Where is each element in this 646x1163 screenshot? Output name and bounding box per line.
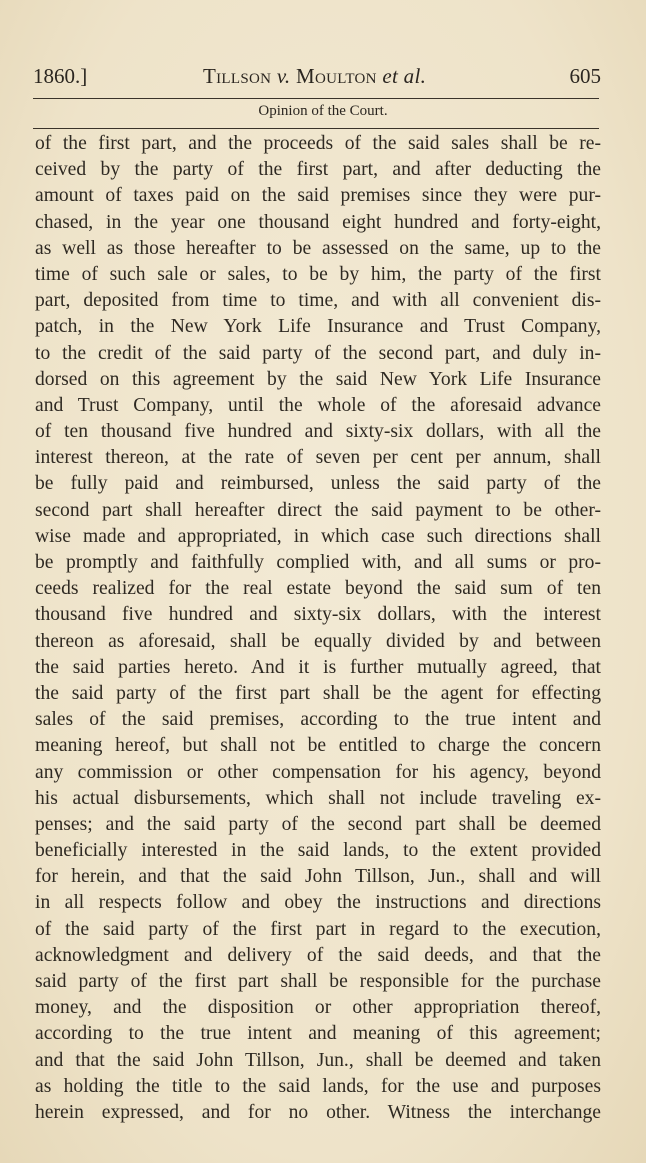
text-line: meaning hereof, but shall not be entitled to charge the concern bbox=[35, 735, 601, 757]
case-party-2: Moulton bbox=[296, 64, 377, 88]
text-line: his actual disbursements, which shall not include traveling ex- bbox=[35, 787, 601, 809]
text-line: in all respects follow and obey the instructions and directions bbox=[35, 892, 601, 914]
text-line: be promptly and faithfully complied with, and all sums or pro- bbox=[35, 552, 601, 573]
text-line: ceeds realized for the real estate beyond the said sum of ten bbox=[35, 578, 601, 600]
text-line: part, deposited from time to time, and with all convenient dis- bbox=[35, 290, 601, 312]
text-line: be fully paid and reimbursed, unless the said party of the bbox=[35, 473, 601, 495]
text-line: wise made and appropriated, in which case such directions shall bbox=[35, 525, 601, 547]
running-head bbox=[33, 64, 601, 94]
text-line: thereon as aforesaid, shall be equally divided by and between bbox=[35, 630, 601, 652]
text-line: for herein, and that the said John Tillson, Jun., shall and will bbox=[35, 866, 601, 888]
text-line: of ten thousand five hundred and sixty-six dollars, with all the bbox=[35, 421, 601, 443]
section-subheading: Opinion of the Court. bbox=[258, 103, 388, 119]
text-line: chased, in the year one thousand eight hundred and forty-eight, bbox=[35, 211, 601, 233]
text-line: second part shall hereafter direct the said payment to be other- bbox=[35, 499, 601, 521]
text-line: acknowledgment and delivery of the said deeds, and that the bbox=[35, 944, 601, 966]
case-et-al: et al. bbox=[382, 64, 427, 88]
running-head-case-title bbox=[203, 64, 426, 89]
text-line: time of such sale or sales, to be by him, the party of the first bbox=[35, 263, 601, 285]
case-party-1: Tillson bbox=[203, 64, 272, 88]
text-line: patch, in the New York Life Insurance and Trust Company, bbox=[35, 316, 601, 338]
text-line: to the credit of the said party of the second part, and duly in- bbox=[35, 342, 601, 364]
text-line: amount of taxes paid on the said premises since they were pur- bbox=[35, 185, 601, 207]
text-line: and Trust Company, until the whole of the aforesaid advance bbox=[35, 394, 601, 416]
text-line: herein expressed, and for no other. Witness the interchange bbox=[35, 1101, 601, 1123]
text-line: dorsed on this agreement by the said New York Life Insurance bbox=[35, 368, 601, 390]
running-head-year: 1860.] bbox=[33, 64, 88, 88]
text-line: of the said party of the first part in regard to the execution, bbox=[35, 918, 601, 940]
text-line: sales of the said premises, according to the true intent and bbox=[35, 709, 601, 731]
text-line: said party of the first part shall be responsible for the purchase bbox=[35, 971, 601, 992]
text-line: as well as those hereafter to be assessed on the same, up to the bbox=[35, 237, 601, 259]
text-line: of the first part, and the proceeds of the said sales shall be re- bbox=[35, 133, 601, 154]
text-line: ceived by the party of the first part, and after deducting the bbox=[35, 159, 601, 181]
opinion-body-text bbox=[35, 131, 601, 1126]
text-line: penses; and the said party of the second part shall be deemed bbox=[35, 813, 601, 835]
text-line: money, and the disposition or other appropriation thereof, bbox=[35, 997, 601, 1019]
page-number: 605 bbox=[569, 64, 601, 88]
header-rule-bottom bbox=[33, 128, 599, 129]
text-line: the said parties hereto. And it is further mutually agreed, that bbox=[35, 656, 601, 678]
text-line: and that the said John Tillson, Jun., shall be deemed and taken bbox=[35, 1049, 601, 1071]
text-line: the said party of the first part shall be the agent for effecting bbox=[35, 682, 601, 704]
text-line: any commission or other compensation for his agency, beyond bbox=[35, 761, 601, 783]
header-rule-top bbox=[33, 98, 599, 99]
case-versus: v. bbox=[276, 64, 291, 88]
text-line: beneficially interested in the said lands, to the extent provided bbox=[35, 840, 601, 862]
text-line: according to the true intent and meaning of this agreement; bbox=[35, 1023, 601, 1045]
text-line: thousand five hundred and sixty-six dollars, with the interest bbox=[35, 604, 601, 626]
text-line: as holding the title to the said lands, for the use and purposes bbox=[35, 1075, 601, 1097]
text-line: interest thereon, at the rate of seven per cent per annum, shall bbox=[35, 447, 601, 469]
